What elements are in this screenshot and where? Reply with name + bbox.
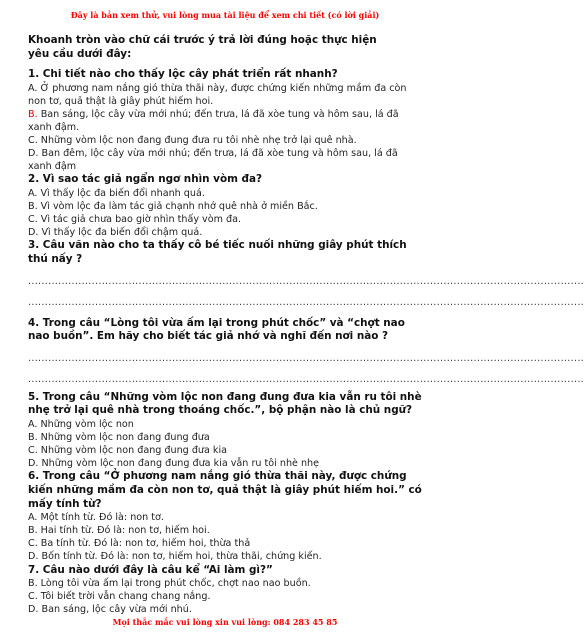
answer-line: ...................................................................................................................................................................... — [28, 296, 584, 308]
answer-line: ...................................................................................................................................................................... — [28, 373, 584, 385]
q6-option-b: B. Hai tính từ. Đó là: non tơ, hiếm hoi. — [28, 525, 210, 537]
spacer — [28, 309, 424, 317]
q1-option-b-letter: B. — [28, 108, 38, 120]
q1-option-b — [28, 108, 424, 134]
q7-option-c: C. Tôi biết trời vẫn chang chang nắng. — [28, 591, 211, 603]
question-3: 3. Câu văn nào cho ta thấy cô bé tiếc nuối những giây phút thích thú nấy ? — [28, 239, 407, 265]
question-6: 6. Trong câu “Ở phương nam nắng gió thừa thãi này, được chứng kiến những mầm đa còn non tơ, quả thật là giây phút hiếm hoi.” có mấy tính từ? — [28, 470, 422, 510]
q2-option-b: B. Vì vòm lộc đa làm tác giả chạnh nhớ quê nhà ở miền Bắc. — [28, 201, 318, 213]
q1-option-b-text: Ban sáng, lộc cây vừa mới nhú; đến trưa, lá đã xòe tung và hôm sau, lá đã xanh đậm. — [28, 108, 399, 134]
q7-option-d: D. Ban sáng, lộc cây vừa mới nhú. — [28, 604, 192, 616]
q6-option-c: C. Ba tính từ. Đó là: non tơ, hiếm hoi, thừa thả — [28, 538, 251, 550]
q2-option-d: D. Vì thấy lộc đa biến đổi chậm quá. — [28, 227, 203, 239]
worksheet — [28, 34, 584, 616]
spacer — [28, 267, 424, 275]
q7-option-b: B. Lòng tôi vừa ấm lại trong phút chốc, chợt nao nao buồn. — [28, 578, 311, 590]
q2-option-a: A. Vì thấy lộc đa biến đổi nhanh quá. — [28, 188, 205, 200]
question-1: 1. Chi tiết nào cho thấy lộc cây phát triển rất nhanh? — [28, 68, 338, 81]
instruction-line-2: yêu cầu dưới đây: — [28, 47, 132, 60]
question-4: 4. Trong câu “Lòng tôi vừa ấm lại trong phút chốc” và “chợt nao nao buồn”. Em hãy cho biết tác giả nhớ và nghĩ đến nơi nào ? — [28, 316, 405, 343]
instruction-line-1: Khoanh tròn vào chữ cái trước ý trả lời đúng hoặc thực hiện — [28, 34, 377, 46]
question-5: 5. Trong câu “Những vòm lộc non đang đung đưa kia vẫn ru tôi nhè nhẹ trở lại quê nhà trong thoáng chốc.”, bộ phận nào là chủ ngữ? — [28, 390, 422, 417]
contact-banner: Mọi thắc mắc vui lòng xin vui lòng: 084 283 45 85 — [112, 617, 338, 627]
q5-option-b: B. Những vòm lộc non đang đung đưa — [28, 432, 210, 444]
preview-banner: Đây là bản xem thử, vui lòng mua tài liệu để xem chi tiết (có lời giải) — [70, 10, 380, 20]
q5-option-c: C. Những vòm lộc non đang đung đưa kia — [28, 445, 228, 457]
answer-line: ...................................................................................................................................................................... — [28, 275, 584, 287]
q1-option-a: A. Ở phương nam nắng gió thừa thãi này, được chứng kiến những mầm đa còn non tơ, quả thật là giây phút hiếm hoi. — [28, 82, 407, 107]
q6-option-a: A. Một tính từ. Đó là: non tơ. — [28, 512, 164, 524]
spacer — [28, 365, 424, 373]
q6-option-d: D. Bốn tính từ. Đó là: non tơ, hiếm hoi, thừa thãi, chứng kiến. — [28, 551, 322, 563]
q5-option-a: A. Những vòm lộc non — [28, 418, 134, 430]
spacer — [28, 288, 424, 296]
question-7: 7. Câu nào dưới đây là câu kể “Ai làm gì?” — [28, 563, 273, 576]
q2-option-c: C. Vì tác giả chưa bao giờ nhìn thấy vòm đa. — [28, 214, 242, 226]
answer-line: ...................................................................................................................................................................... — [28, 352, 584, 364]
q1-option-d: D. Ban đêm, lộc cây vừa mới nhú; đến trưa, lá đã xòe tung và hôm sau, lá đã xanh đậm — [28, 148, 398, 173]
question-2: 2. Vì sao tác giả ngẩn ngơ nhìn vòm đa? — [28, 173, 263, 186]
spacer — [28, 344, 424, 352]
q5-option-d: D. Những vòm lộc non đang đung đưa kia vẫn ru tôi nhè nhẹ — [28, 458, 320, 470]
q1-option-c: C. Những vòm lộc non đang đung đưa ru tôi nhè nhẹ trở lại quê nhà. — [28, 135, 357, 147]
